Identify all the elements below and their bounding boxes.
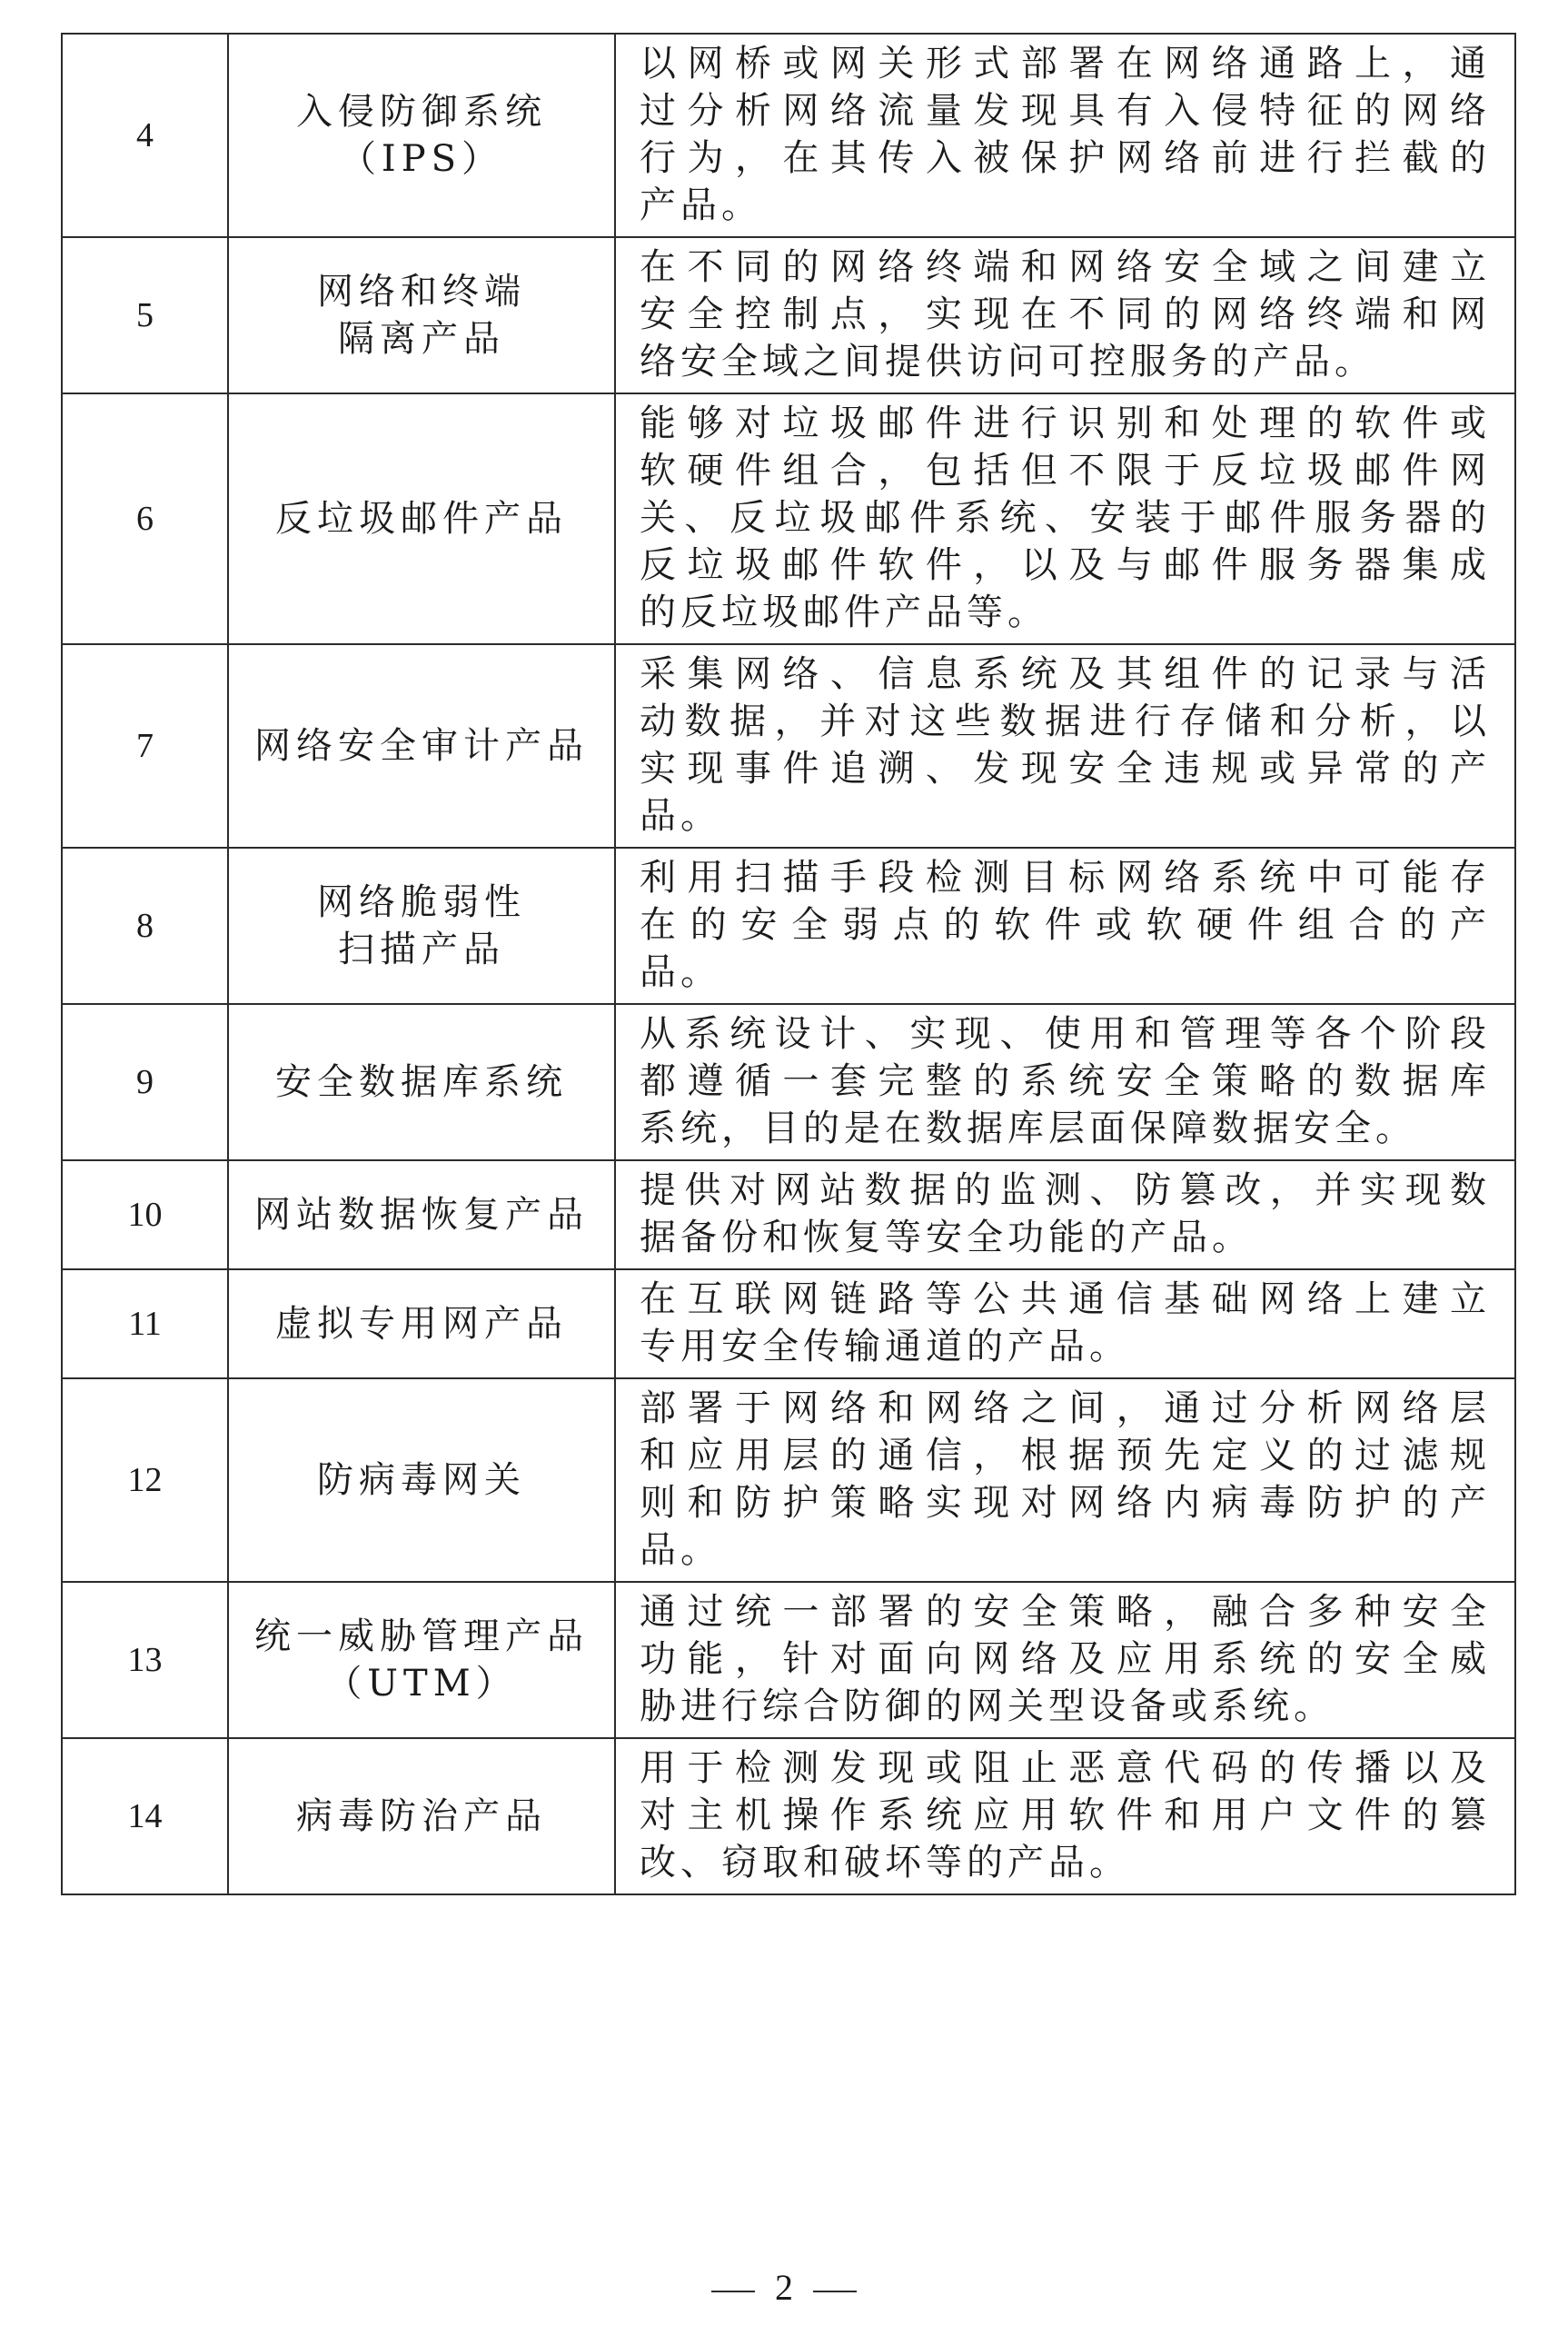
- product-description-cell: [615, 393, 1515, 644]
- row-number: 8: [62, 848, 228, 1004]
- product-description-cell: [615, 848, 1515, 1004]
- product-name-line: 防病毒网关: [317, 1459, 526, 1501]
- table-row: [62, 1378, 1515, 1582]
- product-table: [61, 33, 1516, 1895]
- product-description-line: 则和防护策略实现对网络内病毒防护的产: [640, 1482, 1491, 1524]
- row-number: 13: [62, 1582, 228, 1738]
- product-name-line: 病毒防治产品: [296, 1795, 547, 1837]
- table-row: [62, 1269, 1515, 1378]
- product-description-line: 关、反垃圾邮件系统、安装于邮件服务器的: [640, 497, 1491, 539]
- product-description-cell: [615, 1269, 1515, 1378]
- product-description-line: 品。: [640, 951, 721, 993]
- table-row: [62, 237, 1515, 393]
- product-description-line: 采集网络、信息系统及其组件的记录与活: [640, 653, 1491, 695]
- product-name-line: 反垃圾邮件产品: [275, 498, 568, 540]
- product-description-line: 从系统设计、实现、使用和管理等各个阶段: [640, 1013, 1491, 1055]
- product-name-cell: [228, 393, 615, 644]
- product-description-line: 品。: [640, 1529, 721, 1571]
- product-name-cell: [228, 1738, 615, 1894]
- row-number: 9: [62, 1004, 228, 1160]
- product-description-line: 提供对网站数据的监测、防篡改，并实现数: [640, 1169, 1491, 1211]
- product-name-cell: [228, 1269, 615, 1378]
- footer-dash-right: [813, 2291, 857, 2292]
- product-description-line: 对主机操作系统应用软件和用户文件的篡: [640, 1794, 1491, 1836]
- product-description-line: 专用安全传输通道的产品。: [640, 1326, 1130, 1367]
- product-name-line: 扫描产品: [338, 929, 505, 970]
- product-name-line: 网络和终端: [317, 271, 526, 313]
- product-description-cell: [615, 1160, 1515, 1269]
- product-description-line: 行为，在其传入被保护网络前进行拦截的: [640, 137, 1491, 179]
- product-name-cell: [228, 1004, 615, 1160]
- product-name-line: （UTM）: [325, 1663, 518, 1705]
- product-description-line: 在的安全弱点的软件或软硬件组合的产: [640, 904, 1491, 946]
- product-description-line: 安全控制点，实现在不同的网络终端和网: [640, 293, 1491, 335]
- table-row: [62, 1160, 1515, 1269]
- product-description-line: 络安全域之间提供访问可控服务的产品。: [640, 341, 1375, 383]
- page-footer: [0, 2266, 1568, 2309]
- product-description-cell: [615, 1582, 1515, 1738]
- product-description-line: 实现事件追溯、发现安全违规或异常的产: [640, 748, 1491, 790]
- row-number: 14: [62, 1738, 228, 1894]
- product-description-line: 在互联网链路等公共通信基础网络上建立: [640, 1278, 1491, 1320]
- product-name-line: 网络脆弱性: [317, 881, 526, 923]
- product-description-line: 利用扫描手段检测目标网络系统中可能存: [640, 857, 1491, 899]
- row-number: 4: [62, 34, 228, 237]
- product-description-line: 胁进行综合防御的网关型设备或系统。: [640, 1685, 1335, 1727]
- product-name-line: 入侵防御系统: [296, 91, 547, 133]
- product-description-line: 动数据，并对这些数据进行存储和分析，以: [640, 701, 1491, 742]
- product-name-line: 统一威胁管理产品: [254, 1615, 589, 1657]
- product-description-cell: [615, 1378, 1515, 1582]
- row-number: 6: [62, 393, 228, 644]
- row-number: 10: [62, 1160, 228, 1269]
- product-name-cell: [228, 237, 615, 393]
- table-row: [62, 1004, 1515, 1160]
- product-description-cell: [615, 34, 1515, 237]
- product-name-cell: [228, 1582, 615, 1738]
- product-description-cell: [615, 1738, 1515, 1894]
- table-row: [62, 34, 1515, 237]
- product-name-cell: [228, 1160, 615, 1269]
- product-name-cell: [228, 34, 615, 237]
- table-row: [62, 848, 1515, 1004]
- product-name-line: 安全数据库系统: [275, 1061, 568, 1103]
- product-description-line: 系统，目的是在数据库层面保障数据安全。: [640, 1108, 1416, 1149]
- product-name-line: 网站数据恢复产品: [254, 1194, 589, 1236]
- table-body: [62, 34, 1515, 1894]
- product-description-line: 过分析网络流量发现具有入侵特征的网络: [640, 90, 1491, 132]
- table-row: [62, 1738, 1515, 1894]
- product-description-line: 在不同的网络终端和网络安全域之间建立: [640, 246, 1491, 288]
- table-row: [62, 1582, 1515, 1738]
- product-name-line: 虚拟专用网产品: [275, 1303, 568, 1345]
- row-number: 12: [62, 1378, 228, 1582]
- product-description-line: 能够对垃圾邮件进行识别和处理的软件或: [640, 403, 1491, 444]
- product-description-line: 以网桥或网关形式部署在网络通路上，通: [640, 43, 1491, 84]
- product-name-line: 网络安全审计产品: [254, 725, 589, 767]
- product-name-cell: [228, 848, 615, 1004]
- product-description-line: 都遵循一套完整的系统安全策略的数据库: [640, 1060, 1491, 1102]
- product-description-line: 通过统一部署的安全策略，融合多种安全: [640, 1591, 1491, 1633]
- product-description-line: 产品。: [640, 184, 762, 226]
- product-name-cell: [228, 644, 615, 848]
- product-description-cell: [615, 1004, 1515, 1160]
- product-description-line: 部署于网络和网络之间，通过分析网络层: [640, 1387, 1491, 1429]
- table-row: [62, 644, 1515, 848]
- product-table-container: [61, 33, 1514, 1895]
- product-description-line: 品。: [640, 795, 721, 837]
- product-description-line: 的反垃圾邮件产品等。: [640, 591, 1048, 633]
- product-name-cell: [228, 1378, 615, 1582]
- product-description-line: 据备份和恢复等安全功能的产品。: [640, 1217, 1253, 1258]
- product-description-cell: [615, 644, 1515, 848]
- footer-dash-left: [711, 2291, 755, 2292]
- product-description-line: 功能，针对面向网络及应用系统的安全威: [640, 1638, 1491, 1680]
- row-number: 5: [62, 237, 228, 393]
- page-number: 2: [775, 2267, 793, 2308]
- product-description-line: 改、窃取和破坏等的产品。: [640, 1842, 1130, 1884]
- product-description-cell: [615, 237, 1515, 393]
- product-name-line: （IPS）: [339, 138, 504, 180]
- product-name-line: 隔离产品: [338, 318, 505, 360]
- table-row: [62, 393, 1515, 644]
- product-description-line: 和应用层的通信，根据预先定义的过滤规: [640, 1435, 1491, 1476]
- product-description-line: 反垃圾邮件软件，以及与邮件服务器集成: [640, 544, 1491, 586]
- row-number: 7: [62, 644, 228, 848]
- product-description-line: 用于检测发现或阻止恶意代码的传播以及: [640, 1747, 1491, 1789]
- product-description-line: 软硬件组合，包括但不限于反垃圾邮件网: [640, 450, 1491, 492]
- row-number: 11: [62, 1269, 228, 1378]
